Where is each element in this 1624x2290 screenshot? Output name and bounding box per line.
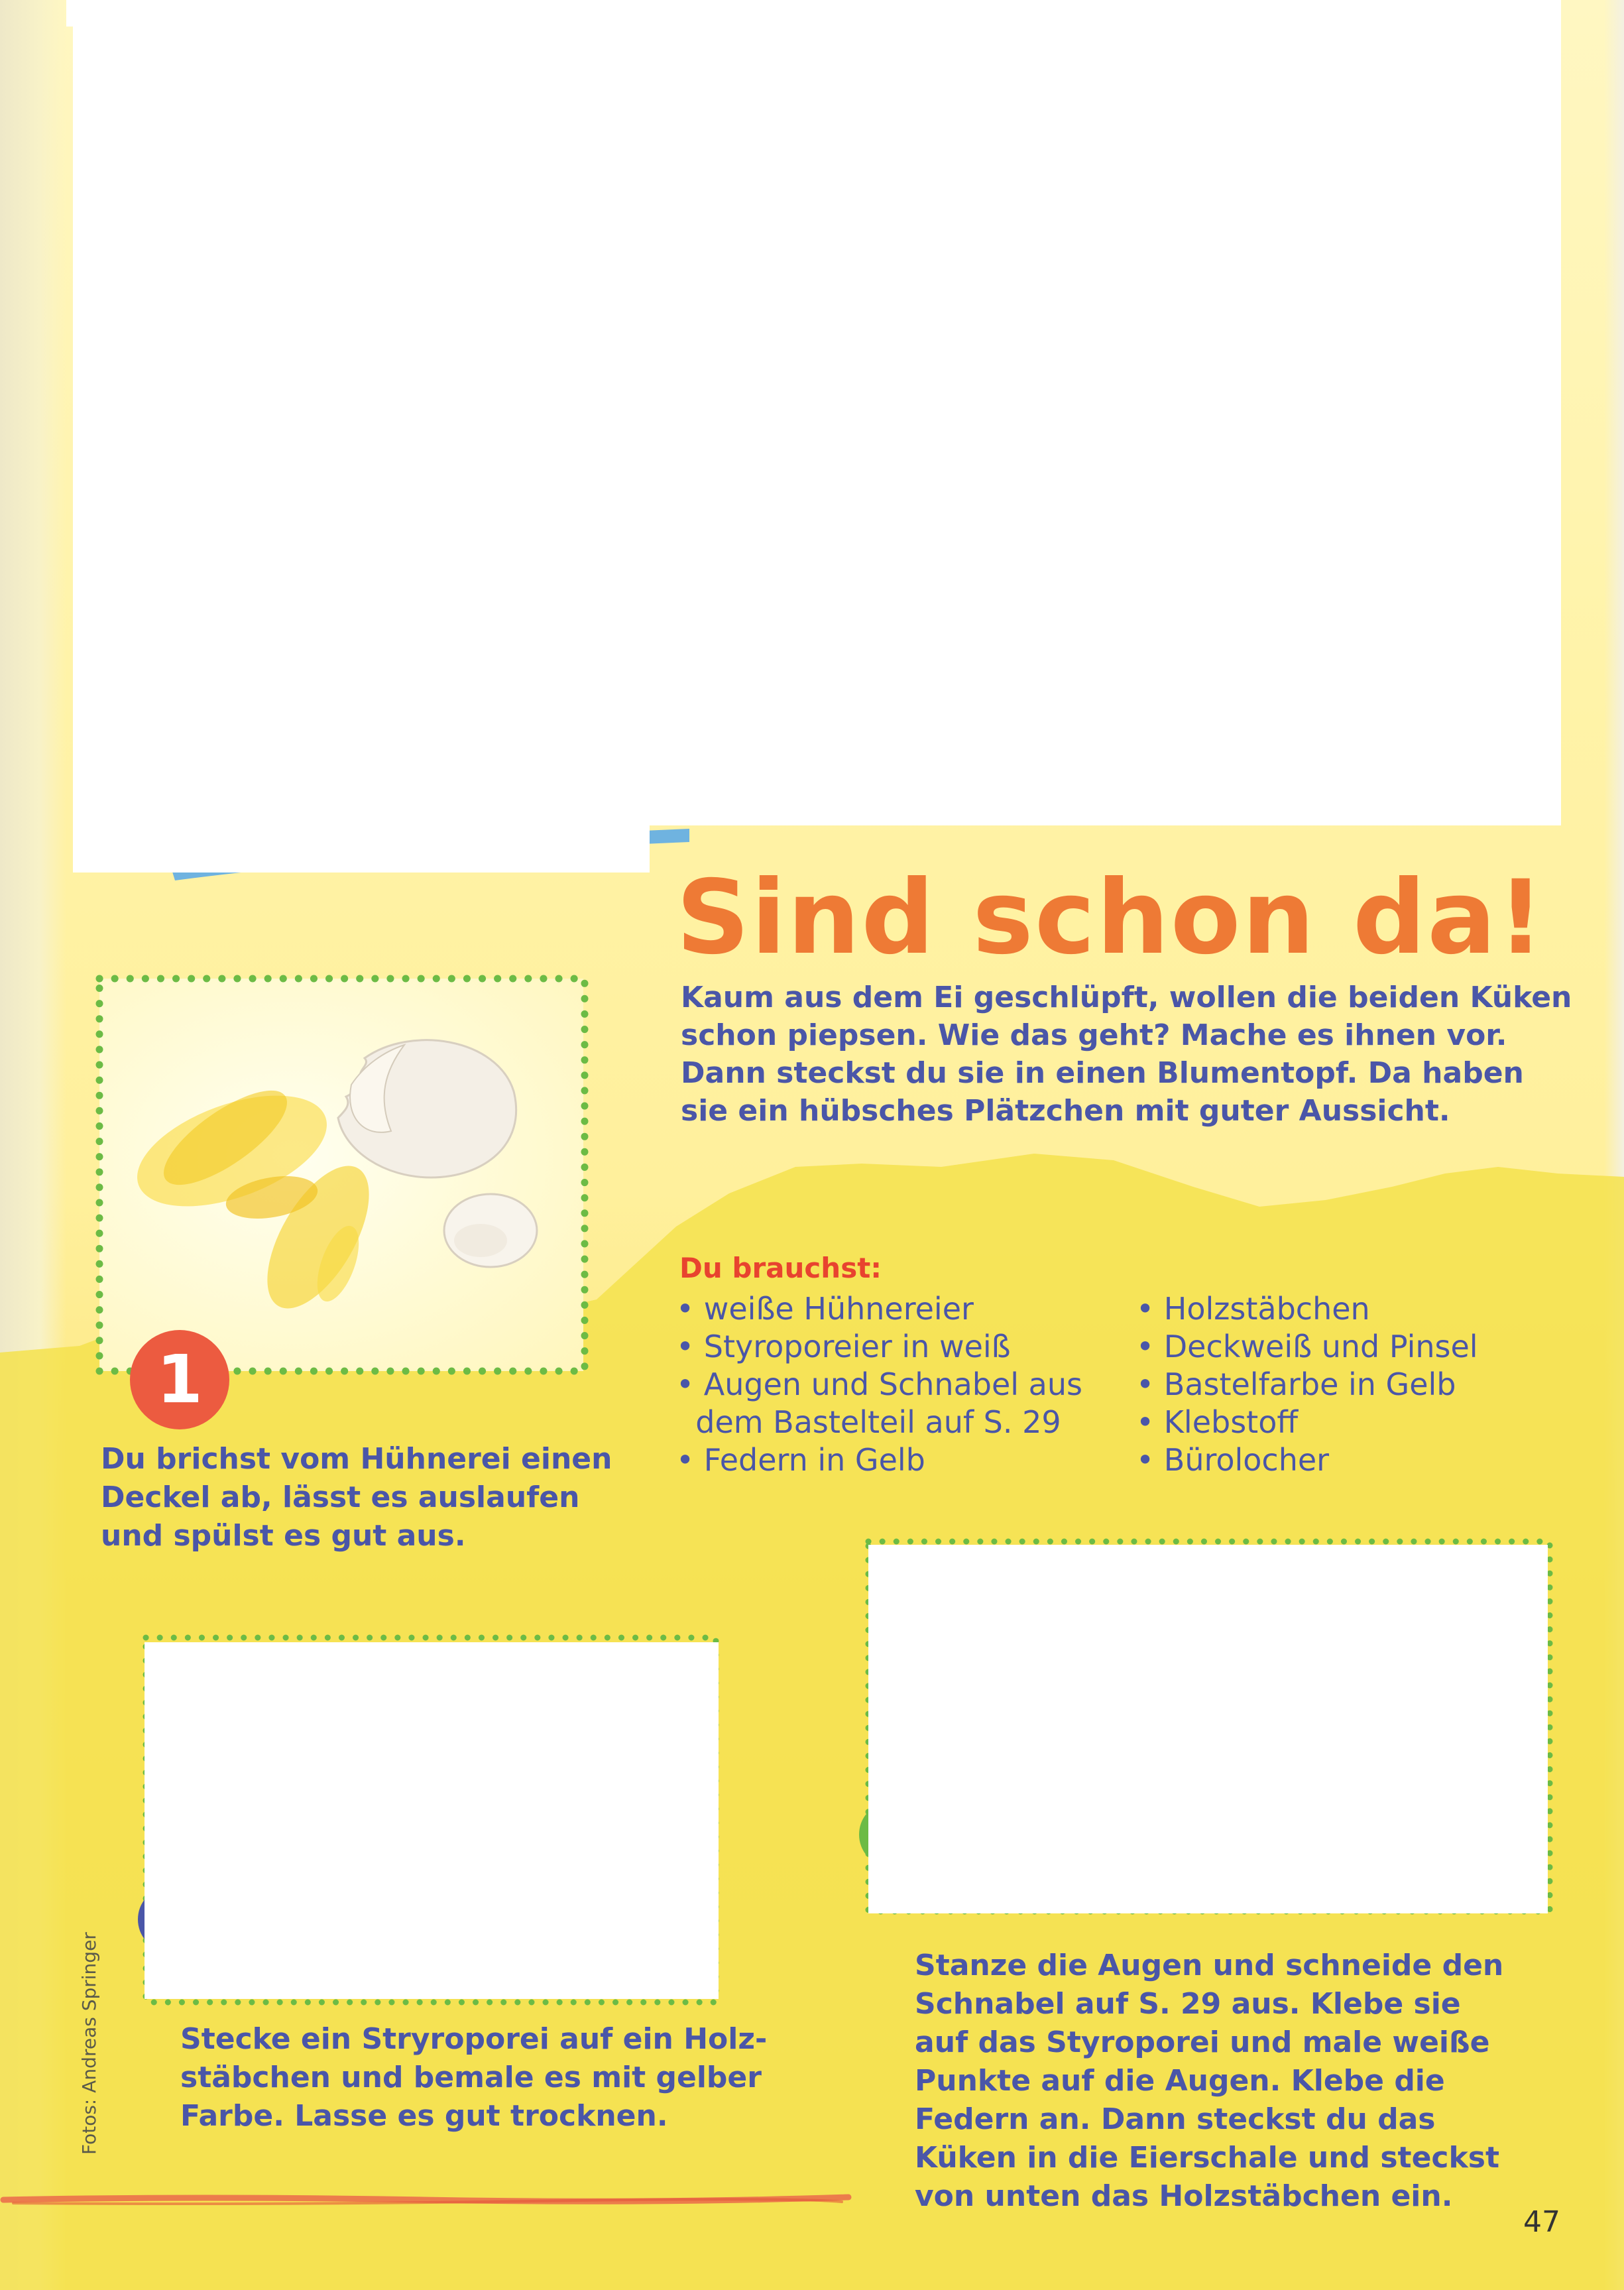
intro-text <box>681 979 1572 1130</box>
step-2-text <box>180 2020 767 2136</box>
step-1-line: und spülst es gut aus. <box>101 1519 466 1553</box>
step-3-line: von unten das Holzstäbchen ein. <box>915 2179 1453 2213</box>
step-2-photo <box>145 1642 719 1999</box>
material-item: • Bastelfarbe in Gelb <box>1136 1366 1456 1402</box>
material-item: • Klebstoff <box>1136 1404 1299 1440</box>
step-3-line: auf das Styroporei und male weiße <box>915 2025 1490 2059</box>
step-3-line: Küken in die Eierschale und steckst <box>915 2141 1499 2175</box>
step-3-text <box>915 1947 1503 2216</box>
step-3-line: Punkte auf die Augen. Klebe die <box>915 2064 1445 2098</box>
material-item: • Holzstäbchen <box>1136 1291 1370 1327</box>
step-3-line: Schnabel auf S. 29 aus. Klebe sie <box>915 1987 1461 2021</box>
step-1-line: Deckel ab, lässt es auslaufen <box>101 1480 580 1514</box>
materials-list-right <box>1136 1290 1478 1479</box>
step-1-number-badge: 1 <box>130 1330 229 1429</box>
materials-heading: Du brauchst: <box>679 1252 882 1284</box>
step-2-line: Farbe. Lasse es gut trocknen. <box>180 2099 668 2133</box>
red-brush-line <box>0 2191 862 2210</box>
material-item: • Augen und Schnabel aus <box>676 1366 1082 1402</box>
header-photo-right <box>650 0 1561 825</box>
step-3-line: Stanze die Augen und schneide den <box>915 1949 1504 1982</box>
step-1-dotted-frame <box>93 972 591 1378</box>
material-item: • Federn in Gelb <box>676 1442 925 1478</box>
photo-credit: Fotos: Andreas Springer <box>78 1932 100 2155</box>
material-item: • weiße Hühnereier <box>676 1291 974 1327</box>
material-item: • Bürolocher <box>1136 1442 1330 1478</box>
intro-line: Dann steckst du sie in einen Blumentopf. Da haben <box>681 1056 1524 1090</box>
material-item: • Styroporeier in weiß <box>676 1329 1011 1364</box>
page-title: Sind schon da! <box>676 859 1546 977</box>
step-2-line: stäbchen und bemale es mit gelber <box>180 2061 762 2094</box>
step-2-line: Stecke ein Stryroporei auf ein Holz- <box>180 2022 768 2056</box>
materials-list-left <box>676 1290 1082 1479</box>
header-photo-top-left <box>66 0 80 27</box>
intro-line: Kaum aus dem Ei geschlüpft, wollen die beiden Küken <box>681 981 1572 1014</box>
header-photo <box>73 0 650 873</box>
material-item: • Deckweiß und Pinsel <box>1136 1329 1478 1364</box>
material-item: dem Bastelteil auf S. 29 <box>676 1404 1061 1440</box>
page-number: 47 <box>1523 2205 1560 2239</box>
step-3-photo <box>868 1545 1548 1913</box>
step-1-line: Du brichst vom Hühnerei einen <box>101 1442 612 1476</box>
step-1-text <box>101 1440 612 1555</box>
intro-line: sie ein hübsches Plätzchen mit guter Aussicht. <box>681 1094 1450 1128</box>
step-3-line: Federn an. Dann steckst du das <box>915 2102 1436 2136</box>
intro-line: schon piepsen. Wie das geht? Mache es ihnen vor. <box>681 1018 1507 1052</box>
